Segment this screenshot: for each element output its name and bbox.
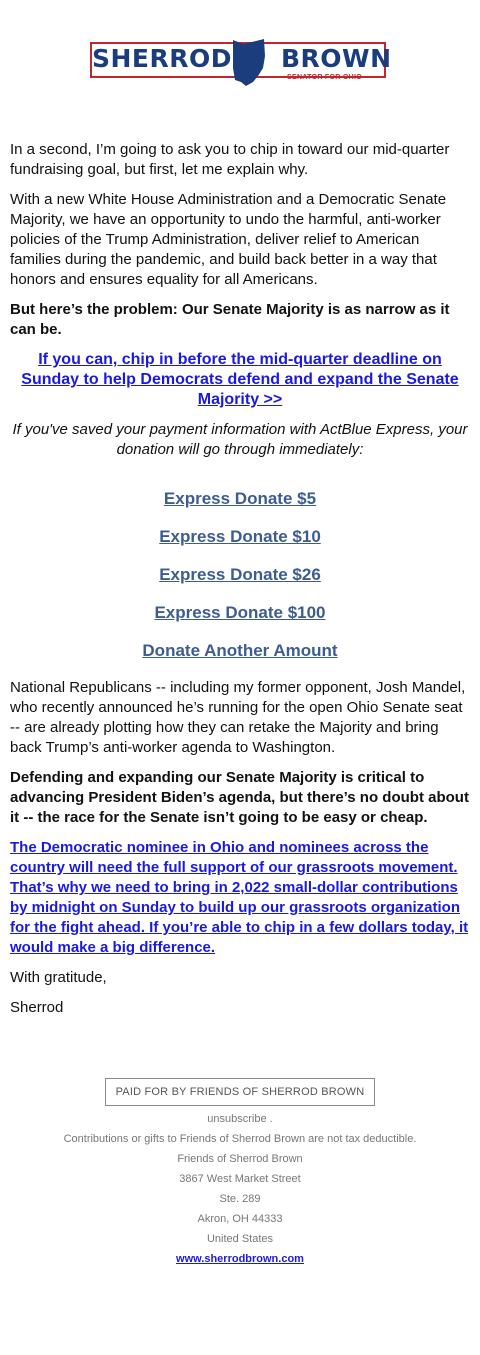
paid-for-disclaimer: PAID FOR BY FRIENDS OF SHERROD BROWN — [105, 1078, 376, 1106]
footer-suite: Ste. 289 — [219, 1193, 261, 1205]
grassroots-link[interactable]: The Democratic nominee in Ohio and nominees across the country will need the full support of our grassroots movement. That’s why we need to bring in 2,022 small-dollar contributions by midnight on Sunday to build up our grassroots organization for the fight ahead. If you’re able to chip in a few dollars today, it would make a big difference. — [10, 839, 469, 956]
footer — [10, 1078, 470, 1266]
email-body — [10, 38, 470, 1266]
express-donate-5-link[interactable]: Express Donate $5 — [163, 489, 317, 508]
unsubscribe-line — [10, 1112, 470, 1126]
body-paragraph-majority: Defending and expanding our Senate Majority is critical to advancing President Biden’s agenda, but there’s no doubt about it -- the race for the Senate isn’t going to be easy or cheap. — [10, 769, 469, 826]
footer-country: United States — [206, 1233, 274, 1245]
signature: Sherrod — [10, 999, 64, 1016]
sherrod-brown-logo — [90, 38, 390, 90]
express-donate-100-link[interactable]: Express Donate $100 — [154, 603, 326, 622]
chip-in-link[interactable]: If you can, chip in before the mid-quarter deadline on Sunday to help Democrats defend and expand the Senate Majority >> — [21, 351, 459, 408]
express-donate-26-link[interactable]: Express Donate $26 — [159, 565, 321, 584]
cta-block — [10, 350, 470, 410]
footer-city: Akron, OH 44333 — [197, 1213, 283, 1225]
donate-another-amount-link[interactable]: Donate Another Amount — [142, 641, 338, 660]
unsubscribe-link[interactable]: unsubscribe . — [207, 1113, 273, 1125]
logo-tagline: SENATOR FOR OHIO — [287, 74, 362, 81]
footer-website-line — [10, 1252, 470, 1266]
footer-org: Friends of Sherrod Brown — [177, 1153, 303, 1165]
tax-note: Contributions or gifts to Friends of Sherrod Brown are not tax deductible. — [63, 1133, 417, 1145]
ohio-state-icon — [230, 38, 268, 88]
express-note: If you've saved your payment information with ActBlue Express, your donation will go through immediately: — [12, 421, 468, 458]
website-link[interactable]: www.sherrodbrown.com — [176, 1253, 304, 1265]
intro-paragraph: In a second, I’m going to ask you to chip in toward our mid-quarter fundraising goal, but first, let me explain why. — [10, 141, 450, 178]
logo-first-name: SHERROD — [92, 44, 233, 73]
problem-statement: But here’s the problem: Our Senate Majority is as narrow as it can be. — [10, 301, 450, 338]
footer-street: 3867 West Market Street — [179, 1173, 301, 1185]
express-donate-10-link[interactable]: Express Donate $10 — [159, 527, 321, 546]
signoff: With gratitude, — [10, 969, 107, 986]
body-paragraph-administration: With a new White House Administration and a Democratic Senate Majority, we have an opportunity to undo the harmful, anti-worker policies of the Trump Administration, deliver relief to American families during the pandemic, and build back better in a way that honors and ensures equality for all Americans. — [10, 191, 447, 288]
body-paragraph-republicans: National Republicans -- including my former opponent, Josh Mandel, who recently announced he’s running for the open Ohio Senate seat -- are already plotting how they can retake the Majority and bring back Trump’s anti-worker agenda to Washington. — [10, 679, 466, 756]
logo-last-name: BROWN — [281, 44, 392, 73]
grassroots-paragraph — [10, 838, 470, 958]
express-donate-list — [10, 488, 470, 662]
